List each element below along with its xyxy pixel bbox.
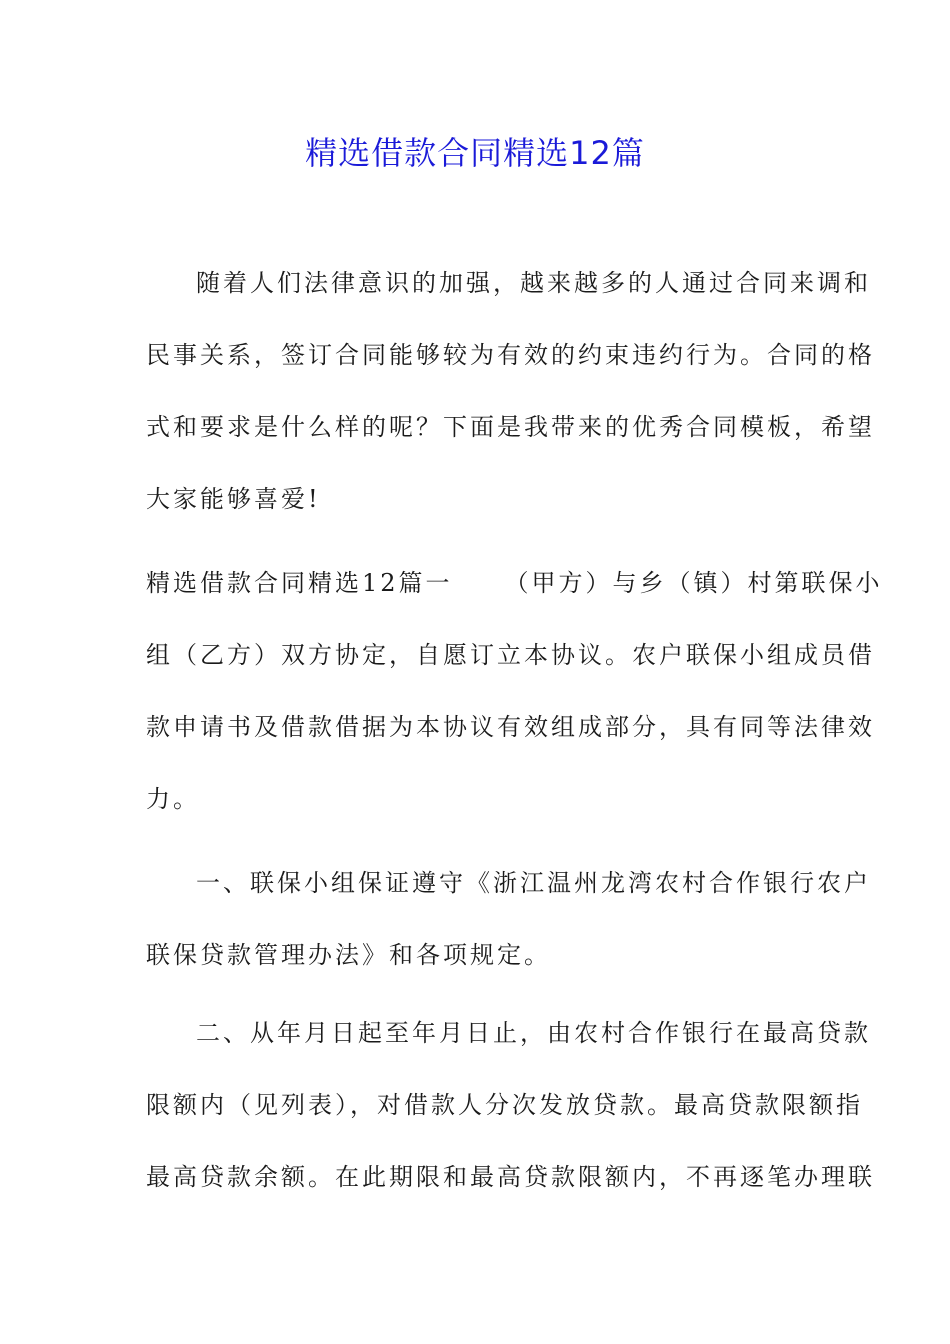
section-1-first-line-text: （甲方）与乡（镇）村第联保小 xyxy=(504,569,883,597)
section-1-first-line xyxy=(146,547,883,619)
clause-1-paragraph xyxy=(146,847,871,991)
paragraph-line: 式和要求是什么样的呢？下面是我带来的优秀合同模板，希望 xyxy=(146,413,875,441)
paragraph-line: 民事关系，签订合同能够较为有效的约束违约行为。合同的格 xyxy=(146,341,875,369)
section-1-heading: 精选借款合同精选12篇一 xyxy=(146,569,453,597)
section-1-paragraph xyxy=(146,547,883,835)
paragraph-line: 一、联保小组保证遵守《浙江温州龙湾农村合作银行农户 xyxy=(196,869,871,897)
paragraph-line: 限额内（见列表），对借款人分次发放贷款。最高贷款限额指 xyxy=(146,1091,863,1119)
paragraph-line: 大家能够喜爱! xyxy=(146,485,321,513)
paragraph-line: 力。 xyxy=(146,785,200,813)
paragraph-line: 款申请书及借款借据为本协议有效组成部分，具有同等法律效 xyxy=(146,713,875,741)
paragraph-line: 联保贷款管理办法》和各项规定。 xyxy=(146,941,551,969)
document-title: 精选借款合同精选12篇 xyxy=(305,134,645,172)
clause-2-paragraph xyxy=(146,997,875,1213)
paragraph-line: 最高贷款余额。在此期限和最高贷款限额内，不再逐笔办理联 xyxy=(146,1163,875,1191)
paragraph-line: 随着人们法律意识的加强，越来越多的人通过合同来调和 xyxy=(196,269,871,297)
intro-paragraph xyxy=(146,247,875,535)
paragraph-line: 二、从年月日起至年月日止，由农村合作银行在最高贷款 xyxy=(196,1019,871,1047)
paragraph-line: 组（乙方）双方协定，自愿订立本协议。农户联保小组成员借 xyxy=(146,641,875,669)
